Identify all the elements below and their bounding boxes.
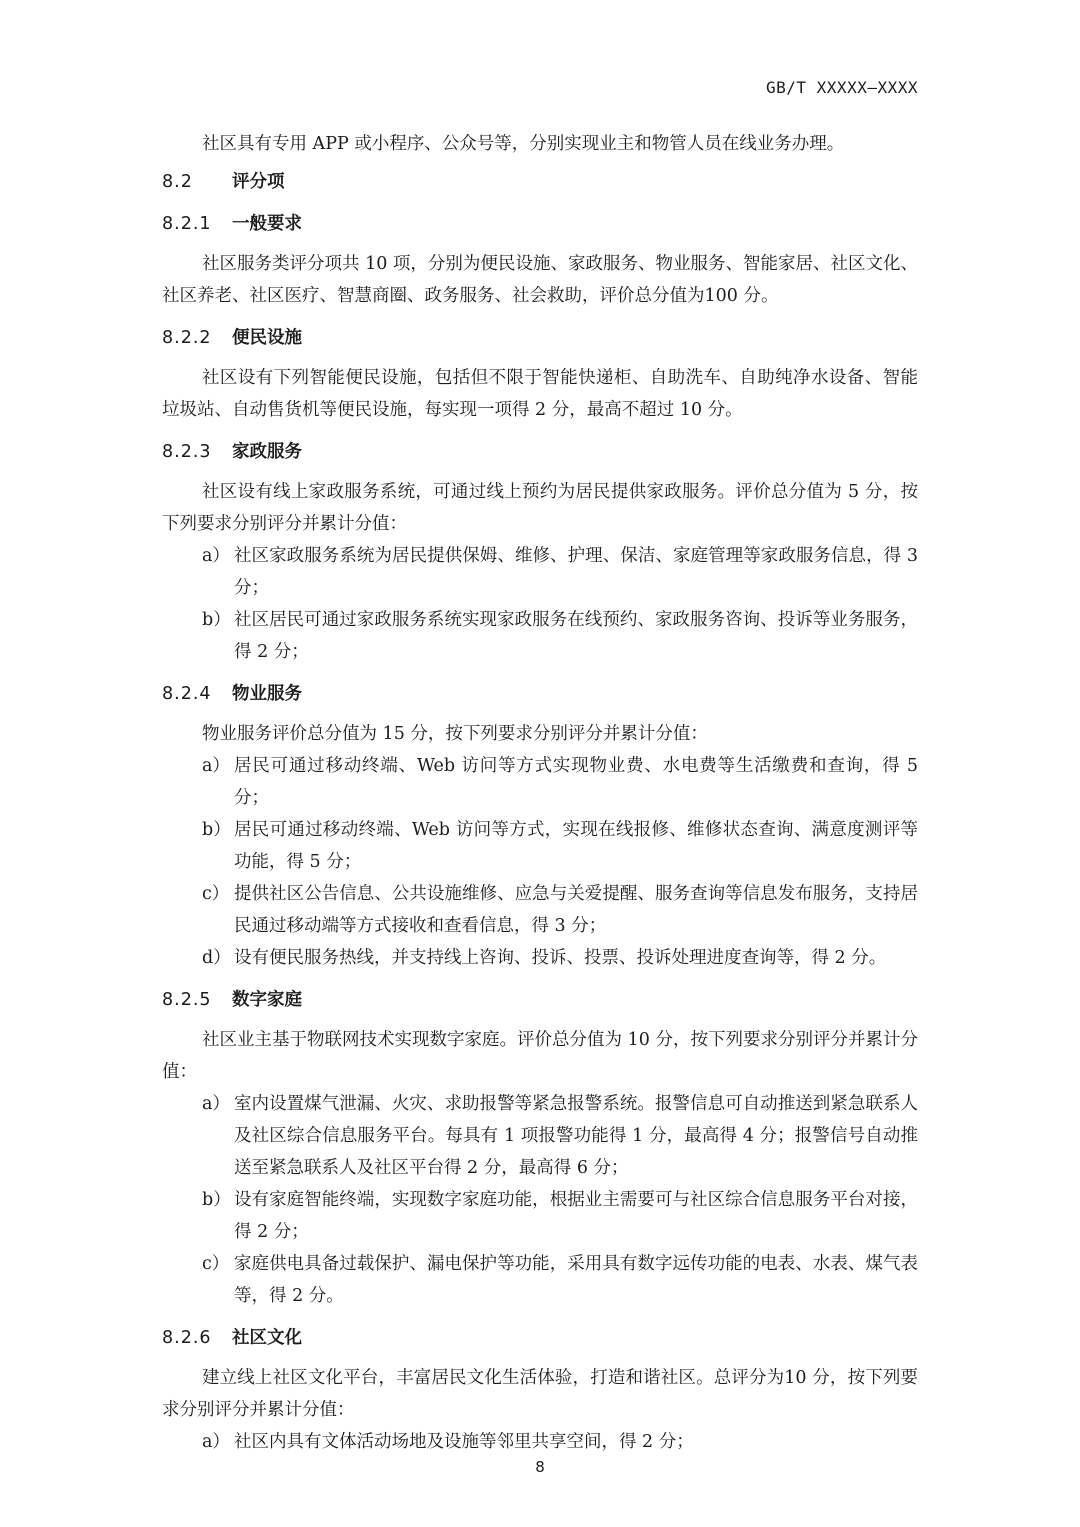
list-item bbox=[162, 1088, 918, 1184]
section-title: 便民设施 bbox=[232, 328, 302, 348]
section-number: 8.2.5 bbox=[162, 990, 212, 1010]
section-number: 8.2.3 bbox=[162, 442, 212, 462]
section-8-2-heading bbox=[162, 166, 918, 198]
item-label: d） bbox=[202, 948, 231, 968]
document-body bbox=[162, 128, 918, 1458]
section-title: 家政服务 bbox=[232, 442, 302, 462]
page-number: 8 bbox=[535, 1458, 545, 1476]
list-item bbox=[162, 1184, 918, 1248]
item-text: 室内设置煤气泄漏、火灾、求助报警等紧急报警系统。报警信息可自动推送到紧急联系人及社区综合信息服务平台。每具有 1 项报警功能得 1 分，最高得 4 分；报警信号自动推送至紧急联系人及社区平台得 2 分，最高得 6 分； bbox=[234, 1094, 918, 1178]
item-label: b） bbox=[202, 1190, 231, 1210]
list-item bbox=[162, 814, 918, 878]
item-label: b） bbox=[202, 820, 231, 840]
list-item bbox=[162, 604, 918, 668]
section-8-2-3-heading bbox=[162, 436, 918, 468]
list-item bbox=[162, 878, 918, 942]
section-title: 物业服务 bbox=[232, 684, 302, 704]
item-text: 提供社区公告信息、公共设施维修、应急与关爱提醒、服务查询等信息发布服务，支持居民通过移动端等方式接收和查看信息，得 3 分； bbox=[234, 884, 918, 936]
section-title: 评分项 bbox=[232, 172, 285, 192]
section-number: 8.2.6 bbox=[162, 1328, 212, 1348]
item-label: c） bbox=[202, 884, 230, 904]
paragraph: 社区设有线上家政服务系统，可通过线上预约为居民提供家政服务。评价总分值为 5 分，按下列要求分别评分并累计分值： bbox=[162, 482, 918, 534]
item-label: a） bbox=[202, 1094, 230, 1114]
section-8-2-5-heading bbox=[162, 984, 918, 1016]
list-item bbox=[162, 1248, 918, 1312]
section-title: 数字家庭 bbox=[232, 990, 302, 1010]
section-number: 8.2.2 bbox=[162, 328, 212, 348]
document-id: GB/T XXXXX—XXXX bbox=[766, 78, 918, 97]
list-item bbox=[162, 750, 918, 814]
item-label: b） bbox=[202, 610, 231, 630]
list-item bbox=[162, 1426, 918, 1458]
section-number: 8.2.4 bbox=[162, 684, 212, 704]
item-text: 设有家庭智能终端，实现数字家庭功能，根据业主需要可与社区综合信息服务平台对接，得 2 分； bbox=[234, 1190, 918, 1242]
item-text: 居民可通过移动终端、Web 访问等方式，实现在线报修、维修状态查询、满意度测评等功能，得 5 分； bbox=[234, 820, 918, 872]
section-8-2-4-heading bbox=[162, 678, 918, 710]
section-title: 一般要求 bbox=[232, 214, 302, 234]
paragraph: 社区业主基于物联网技术实现数字家庭。评价总分值为 10 分，按下列要求分别评分并累计分值： bbox=[162, 1030, 918, 1082]
intro-paragraph: 社区具有专用 APP 或小程序、公众号等，分别实现业主和物管人员在线业务办理。 bbox=[202, 134, 845, 154]
item-label: c） bbox=[202, 1254, 230, 1274]
item-text: 设有便民服务热线，并支持线上咨询、投诉、投票、投诉处理进度查询等，得 2 分。 bbox=[234, 948, 887, 968]
item-text: 社区家政服务系统为居民提供保姆、维修、护理、保洁、家庭管理等家政服务信息，得 3 分； bbox=[234, 546, 918, 598]
section-8-2-1-heading bbox=[162, 208, 918, 240]
item-label: a） bbox=[202, 1432, 230, 1452]
section-number: 8.2.1 bbox=[162, 214, 212, 234]
item-text: 社区内具有文体活动场地及设施等邻里共享空间，得 2 分； bbox=[234, 1432, 694, 1452]
list-item bbox=[162, 540, 918, 604]
item-text: 家庭供电具备过载保护、漏电保护等功能，采用具有数字远传功能的电表、水表、煤气表等，得 2 分。 bbox=[234, 1254, 918, 1306]
paragraph: 社区设有下列智能便民设施，包括但不限于智能快递柜、自助洗车、自助纯净水设备、智能垃圾站、自动售货机等便民设施，每实现一项得 2 分，最高不超过 10 分。 bbox=[162, 368, 918, 420]
item-text: 社区居民可通过家政服务系统实现家政服务在线预约、家政服务咨询、投诉等业务服务，得 2 分； bbox=[234, 610, 918, 662]
item-label: a） bbox=[202, 546, 230, 566]
paragraph: 物业服务评价总分值为 15 分，按下列要求分别评分并累计分值： bbox=[202, 724, 708, 744]
section-title: 社区文化 bbox=[232, 1328, 302, 1348]
section-8-2-2-heading bbox=[162, 322, 918, 354]
paragraph: 社区服务类评分项共 10 项，分别为便民设施、家政服务、物业服务、智能家居、社区文化、社区养老、社区医疗、智慧商圈、政务服务、社会救助，评价总分值为100 分。 bbox=[162, 254, 918, 306]
list-item bbox=[162, 942, 918, 974]
paragraph: 建立线上社区文化平台，丰富居民文化生活体验，打造和谐社区。总评分为10 分，按下列要求分别评分并累计分值： bbox=[162, 1368, 918, 1420]
item-text: 居民可通过移动终端、Web 访问等方式实现物业费、水电费等生活缴费和查询，得 5 分； bbox=[234, 756, 918, 808]
section-8-2-6-heading bbox=[162, 1322, 918, 1354]
section-number: 8.2 bbox=[162, 172, 193, 192]
item-label: a） bbox=[202, 756, 230, 776]
